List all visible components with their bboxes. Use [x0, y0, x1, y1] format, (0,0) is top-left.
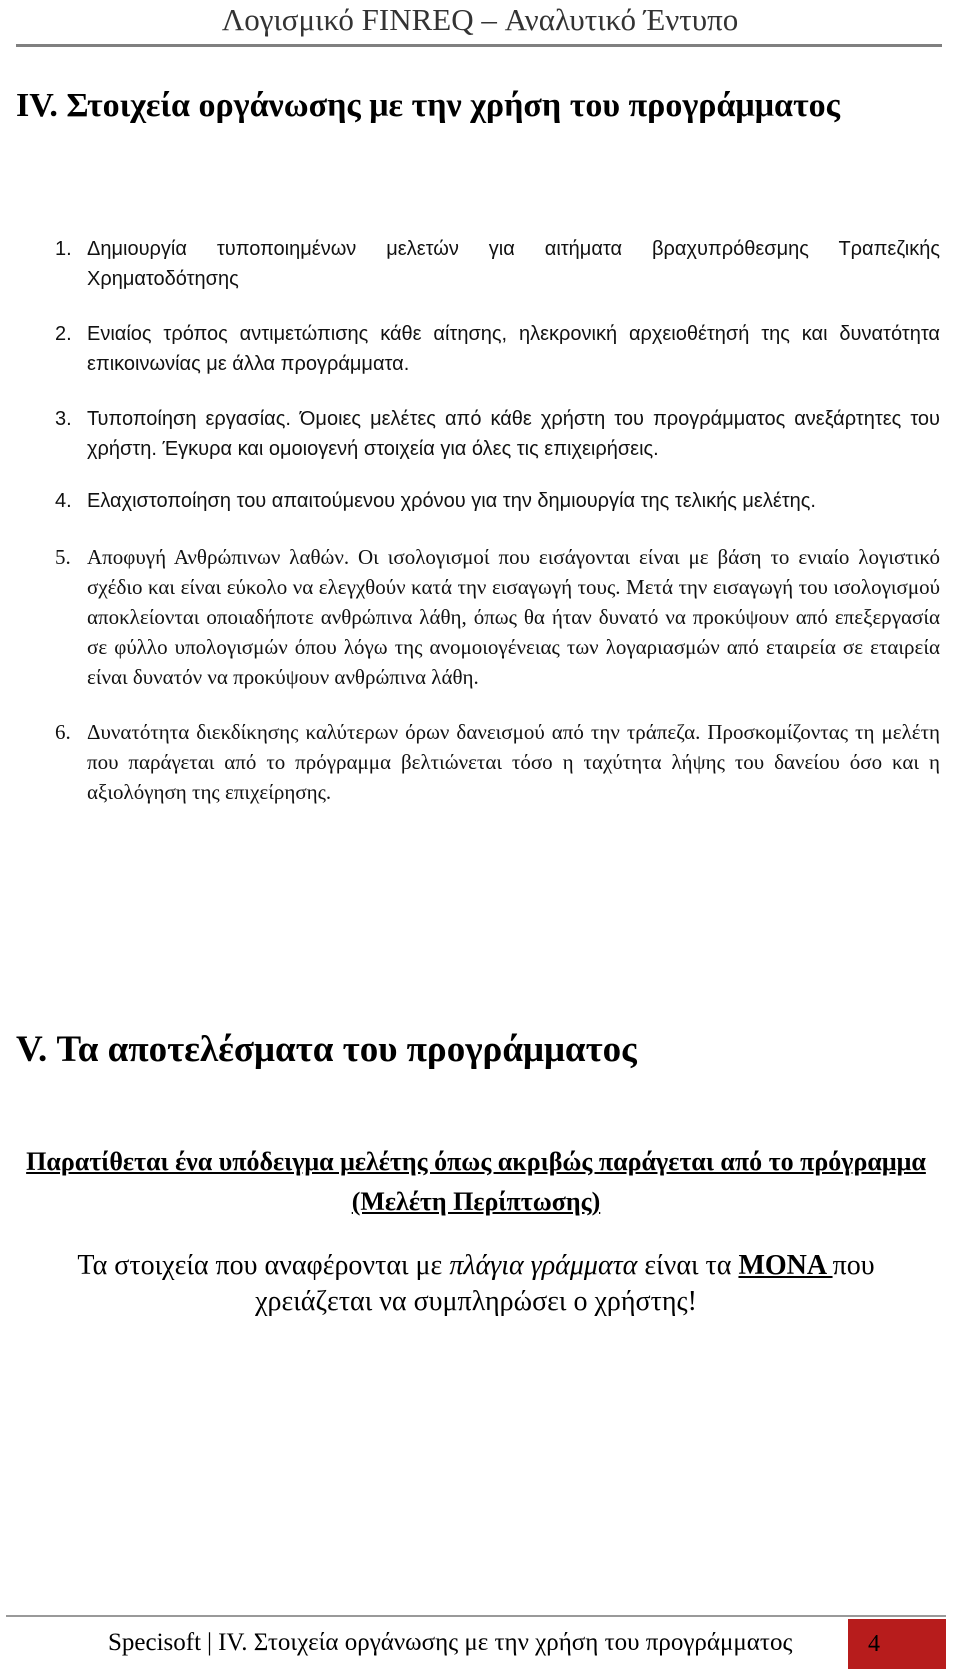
instruction-part-1: Τα στοιχεία που αναφέρονται με — [77, 1250, 450, 1281]
list-item — [55, 486, 940, 516]
list-item-text: Ενιαίος τρόπος αντιμετώπισης κάθε αίτησης, ηλεκρονική αρχειοθέτησή της και δυνατότητα επικοινωνίας με άλλα προγράμματα. — [87, 323, 940, 375]
list-item-text: Δημιουργία τυποποιημένων μελετών για αιτήματα βραχυπρόθεσμης Τραπεζικής Χρηματοδότησης — [87, 238, 940, 290]
list-item-number: 1. — [55, 238, 72, 260]
running-header: Λογισμικό FINREQ – Αναλυτικό Έντυπο — [221, 2, 739, 37]
footer-separator: | — [207, 1629, 213, 1656]
list-item-number: 2. — [55, 323, 72, 345]
list-item — [55, 234, 940, 294]
section-4-heading: IV. Στοιχεία οργάνωσης με την χρήση του προγράμματος — [16, 87, 840, 124]
instruction-emphasis: ΜΟΝΑ — [738, 1250, 833, 1281]
section-5-heading: V. Τα αποτελέσματα του προγράμματος — [16, 1029, 637, 1070]
footer-divider — [6, 1615, 946, 1617]
list-item — [55, 542, 940, 692]
list-item-text: Αποφυγή Ανθρώπινων λαθών. Οι ισολογισμοί που εισάγονται είναι με βάση το ενιαίο λογιστικό σχέδιο και είναι εύκολο να ελεγχθούν κατά την εισαγωγή τους. Μετά την εισαγωγή του ισολογισμού αποκλείονται οποιαδήποτε ανθρώπινα λάθη, όπως θα ήταν δυνατό να προκύψουν από επεξεργασία σε φύλλο υπολογισμών όπου λόγω της ανομοιογένειας των λογαριασμών από εταιρεία σε εταιρεία είναι δυνατόν να προκύψουν ανθρώπινα λάθη. — [87, 545, 940, 689]
list-item-number: 6. — [55, 720, 71, 744]
instruction-italic: πλάγια γράμματα — [449, 1250, 638, 1281]
list-item — [55, 717, 940, 807]
list-item-text: Ελαχιστοποίηση του απαιτούμενου χρόνου για την δημιουργία της τελικής μελέτης. — [87, 490, 816, 512]
instruction-part-2: είναι τα — [637, 1250, 739, 1281]
list-item-text: Δυνατότητα διεκδίκησης καλύτερων όρων δανεισμού από την τράπεζα. Προσκομίζοντας τη μελέτη που παράγεται από το πρόγραμμα βελτιώνεται τόσο η ταχύτητα λήψης του δανείου όσο και η αξιολόγηση της επιχείρησης. — [87, 720, 940, 804]
footer-section: IV. Στοιχεία οργάνωσης με την χρήση του προγράμματος — [218, 1629, 793, 1656]
footer-company: Specisoft — [108, 1629, 202, 1656]
page-number: 4 — [848, 1619, 946, 1669]
list-item — [55, 319, 940, 379]
header-divider — [16, 44, 942, 47]
list-item-text: Τυποποίηση εργασίας. Όμοιες μελέτες από κάθε χρήστη του προγράμματος ανεξάρτητες του χρήστη. Έγκυρα και ομοιογενή στοιχεία για όλες τις επιχειρήσεις. — [87, 408, 940, 460]
list-item-number: 5. — [55, 545, 71, 569]
list-item — [55, 404, 940, 464]
instruction-text — [16, 1248, 936, 1320]
organization-benefits-list — [55, 234, 940, 832]
instruction-part-3: που χρειάζεται να συμπληρώσει ο χρήστης! — [255, 1250, 875, 1317]
example-note: Παρατίθεται ένα υπόδειγμα μελέτης όπως ακριβώς παράγεται από το πρόγραμμα (Μελέτη Περίπτωσης) — [26, 1147, 926, 1216]
list-item-number: 3. — [55, 408, 72, 430]
list-item-number: 4. — [55, 490, 72, 512]
running-footer — [108, 1624, 848, 1662]
